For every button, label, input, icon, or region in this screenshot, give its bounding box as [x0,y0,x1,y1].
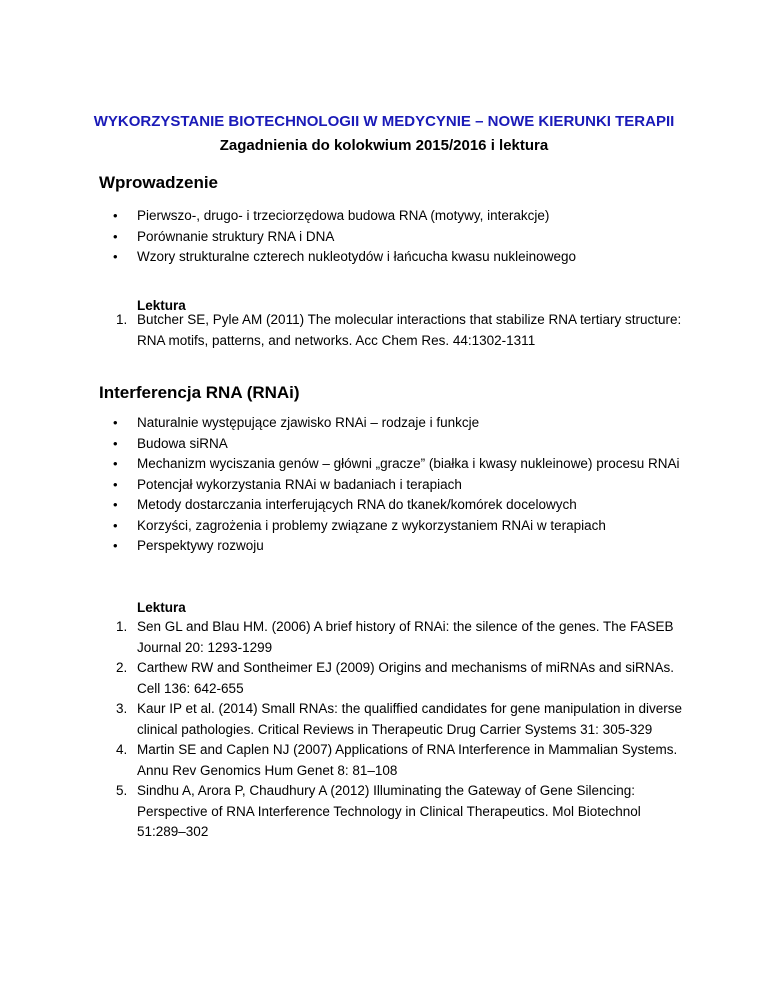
reference-text: Kaur IP et al. (2014) Small RNAs: the qualiffied candidates for gene manipulation in diverse clinical pathologies. Critical Reviews in Therapeutic Drug Carrier Systems 31: 305-329 [137,701,683,737]
reference-item [99,740,689,781]
list-item: • Metody dostarczania interferujących RNA do tkanek/komórek docelowych [99,495,699,516]
reference-item [99,310,689,351]
list-item: • Wzory strukturalne czterech nukleotydów i łańcucha kwasu nukleinowego [99,247,699,268]
reference-number: 2. [116,660,128,675]
list-item: • Potencjał wykorzystania RNAi w badaniach i terapiach [99,475,699,496]
document-title: WYKORZYSTANIE BIOTECHNOLOGII W MEDYCYNIE – NOWE KIERUNKI TERAPII [93,113,675,130]
reading-label: Lektura [137,298,186,313]
reference-number: 1. [116,312,128,327]
list-item: • Korzyści, zagrożenia i problemy związane z wykorzystaniem RNAi w terapiach [99,516,699,537]
reference-item [99,781,689,843]
reading-label: Lektura [137,600,186,615]
section-heading-wprowadzenie: Wprowadzenie [99,173,219,192]
reference-text: Carthew RW and Sontheimer EJ (2009) Origins and mechanisms of miRNAs and siRNAs. Cell 136: 642-655 [137,660,674,696]
list-item: • Pierwszo-, drugo- i trzeciorzędowa budowa RNA (motywy, interakcje) [99,206,699,227]
reference-item [99,658,689,699]
reference-text: Sen GL and Blau HM. (2006) A brief history of RNAi: the silence of the genes. The FASEB Journal 20: 1293-1299 [137,619,674,655]
reference-list-rnai [99,617,689,843]
reference-text: Sindhu A, Arora P, Chaudhury A (2012) Illuminating the Gateway of Gene Silencing: Perspective of RNA Interference Technology in Clinical Therapeutics. Mol Biotechnol 51:289–302 [137,783,641,839]
list-item: • Perspektywy rozwoju [99,536,699,557]
reference-item [99,699,689,740]
list-item: • Porównanie struktury RNA i DNA [99,227,699,248]
reference-number: 1. [116,619,128,634]
list-item: • Budowa siRNA [99,434,699,455]
reference-list-wprowadzenie [99,310,689,351]
reference-number: 5. [116,783,128,798]
bullet-list-wprowadzenie [99,206,699,268]
reference-text: Butcher SE, Pyle AM (2011) The molecular interactions that stabilize RNA tertiary structure: RNA motifs, patterns, and networks. Acc Chem Res. 44:1302-1311 [137,312,682,348]
bullet-list-rnai [99,413,699,557]
reference-number: 3. [116,701,128,716]
reference-number: 4. [116,742,128,757]
reference-text: Martin SE and Caplen NJ (2007) Applications of RNA Interference in Mammalian Systems. Annu Rev Genomics Hum Genet 8: 81–108 [137,742,678,778]
reference-item [99,617,689,658]
list-item: • Mechanizm wyciszania genów – główni „gracze” (białka i kwasy nukleinowe) procesu RNAi [99,454,699,475]
section-heading-rnai: Interferencja RNA (RNAi) [99,383,300,402]
document-subtitle: Zagadnienia do kolokwium 2015/2016 i lektura [219,137,549,154]
list-item: • Naturalnie występujące zjawisko RNAi – rodzaje i funkcje [99,413,699,434]
